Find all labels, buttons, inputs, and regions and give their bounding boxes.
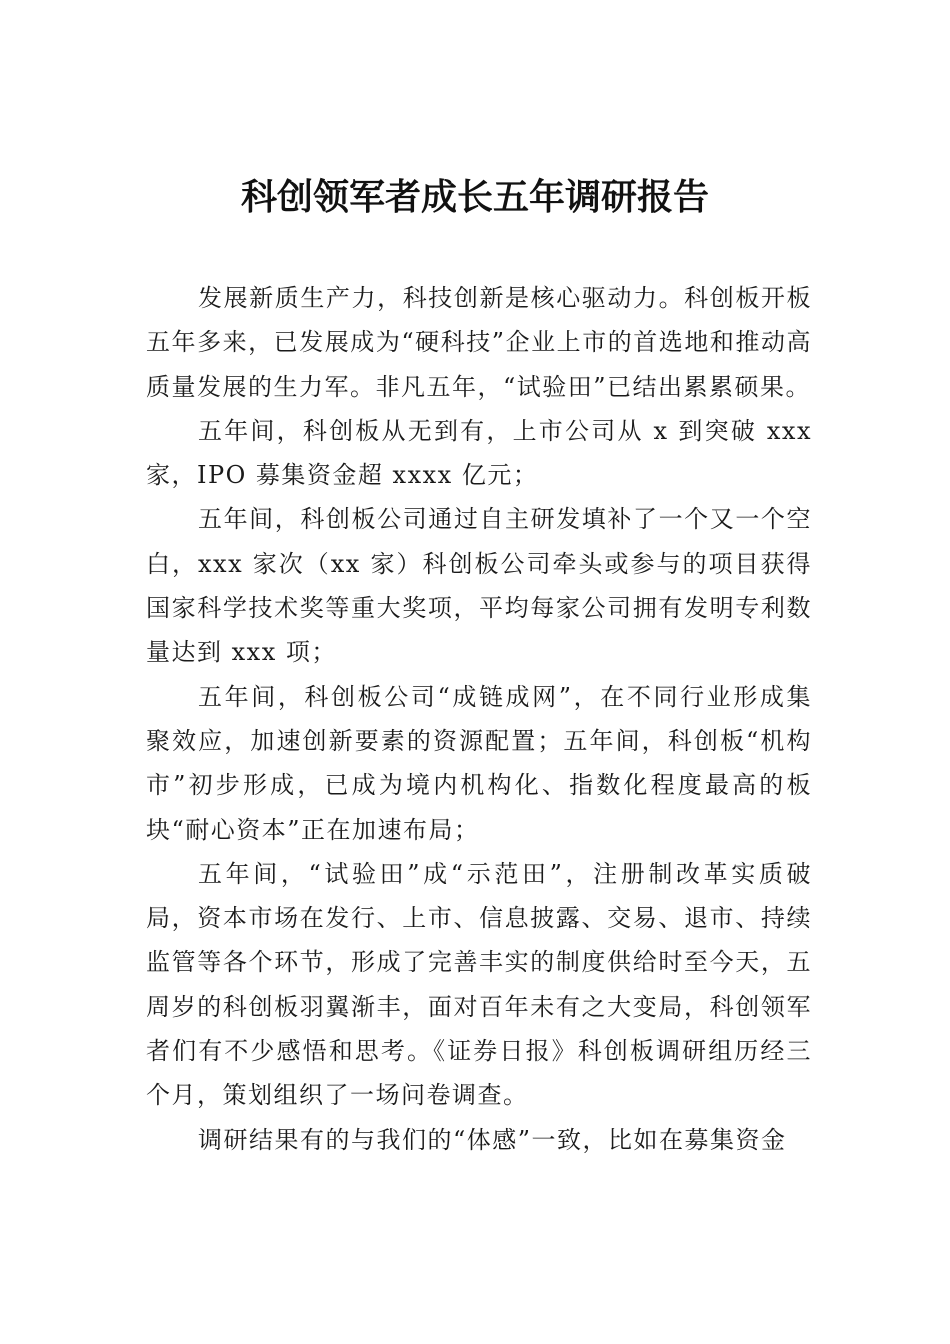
paragraph-listed-companies: 五年间，科创板从无到有，上市公司从 x 到突破 xxx 家，IPO 募集资金超 xxxx 亿元； <box>146 416 812 490</box>
document-title: 科创领军者成长五年调研报告 <box>240 176 709 218</box>
paragraph-intro: 发展新质生产力，科技创新是核心驱动力。科创板开板五年多来，已发展成为“硬科技”企业上市的首选地和推动高质量发展的生力军。非凡五年，“试验田”已结出累累硕果。 <box>146 284 812 401</box>
paragraph-innovation: 五年间，科创板公司通过自主研发填补了一个又一个空白，xxx 家次（xx 家）科创板公司牵头或参与的项目获得国家科学技术奖等重大奖项，平均每家公司拥有发明专利数量达到 xxx 项； <box>146 505 812 667</box>
document-body <box>146 276 812 1162</box>
paragraph-industry-chain: 五年间，科创板公司“成链成网”，在不同行业形成集聚效应，加速创新要素的资源配置；五年间，科创板“机构市”初步形成，已成为境内机构化、指数化程度最高的板块“耐心资本”正在加速布局； <box>146 682 812 844</box>
paragraph-reform: 五年间，“试验田”成“示范田”，注册制改革实质破局，资本市场在发行、上市、信息披露、交易、退市、持续监管等各个环节，形成了完善丰实的制度供给时至今天，五周岁的科创板羽翼渐丰，面对百年未有之大变局，科创领军者们有不少感悟和思考。《证券日报》科创板调研组历经三个月，策划组织了一场问卷调查。 <box>146 859 812 1110</box>
paragraph-survey-results: 调研结果有的与我们的“体感”一致，比如在募集资金 <box>198 1125 787 1154</box>
